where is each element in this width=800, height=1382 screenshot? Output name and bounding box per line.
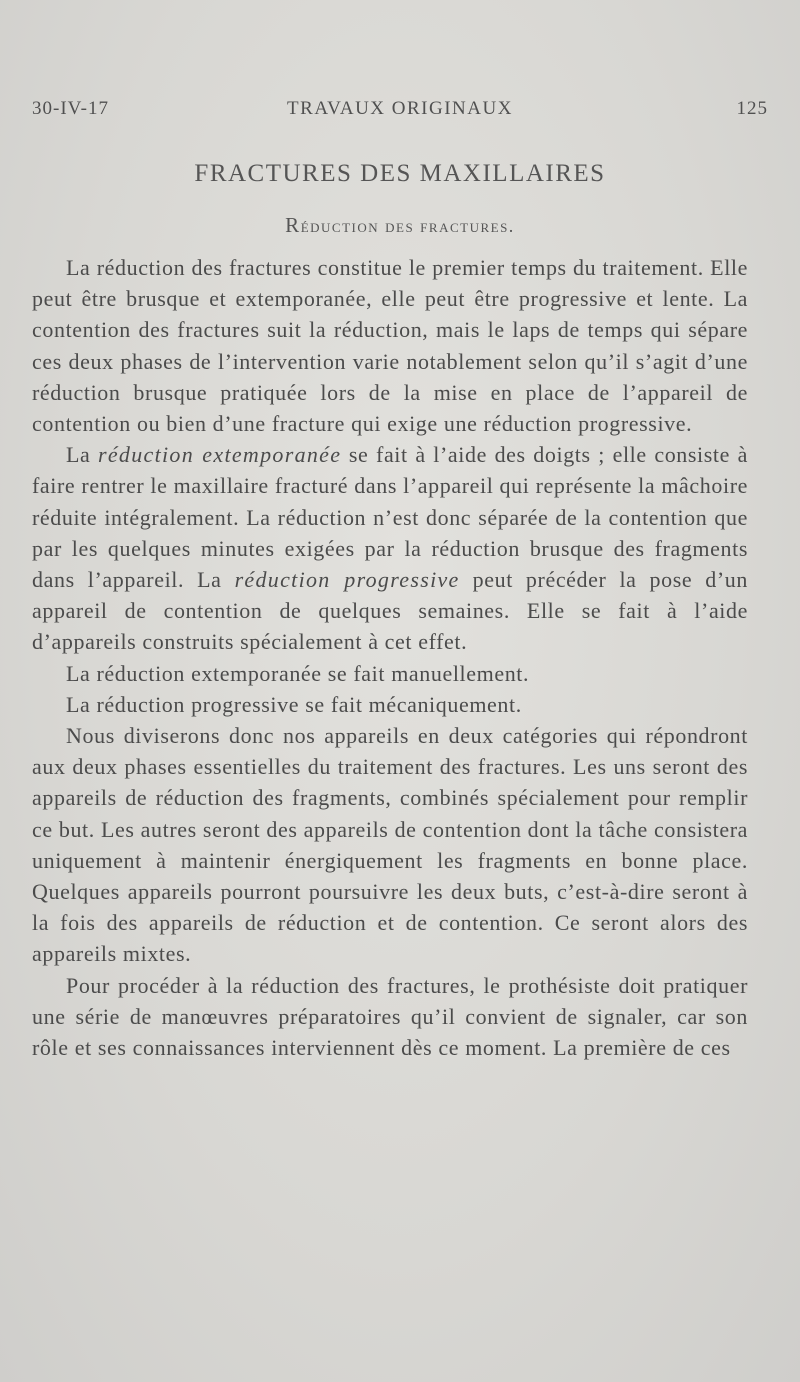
paragraph-3: La réduction extemporanée se fait manuellement. xyxy=(66,660,530,686)
p2-text-b: se fait à l’aide des doigts ; elle consiste à faire rentrer le maxillaire fracturé dans l’appareil qui représente la mâchoire réduite intégralement. La réduction n’est donc séparée de la contention que par les quelques minutes exigées par la réduction brusque des fragments dans l’appareil. La xyxy=(32,442,748,593)
issue-date: 30-IV-17 xyxy=(32,98,109,119)
article-title: FRACTURES DES MAXILLAIRES xyxy=(194,160,606,187)
paragraph-4: La réduction progressive se fait mécaniquement. xyxy=(66,691,522,717)
article-subtitle xyxy=(0,213,800,238)
p2-italic-progressive: réduction progressive xyxy=(234,567,460,593)
paragraph-6: Pour procéder à la réduction des fractures, le prothésiste doit pratiquer une série de manœuvres préparatoires qu’il convient de signaler, car son rôle et ses connaissances interviennent dès ce moment. La première de ces xyxy=(32,972,748,1061)
paragraph-5: Nous diviserons donc nos appareils en deux catégories qui répondront aux deux phases essentielles du traitement des fractures. Les uns seront des appareils de réduction des fragments, combinés spécialement pour remplir ce but. Les autres seront des appareils de contention dont la tâche consistera uniquement à maintenir énergiquement les fragments en bonne place. Quelques appareils pourront poursuivre les deux buts, c’est-à-dire seront à la fois des appareils de réduction et de contention. Ce seront alors des appareils mixtes. xyxy=(32,723,748,967)
p2-italic-extemporanee: réduction extemporanée xyxy=(98,442,342,468)
p2-text-c: peut précéder la pose d’un appareil de contention de quelques semaines. Elle se fait à l’aide d’appareils construits spécialement à cet effet. xyxy=(32,567,749,655)
paragraph-2 xyxy=(32,439,748,657)
running-head xyxy=(32,98,768,122)
page-number: 125 xyxy=(736,98,768,119)
subtitle-rest: éduction des fractures. xyxy=(300,216,515,236)
article-body xyxy=(32,252,748,1063)
p2-text-a: La xyxy=(66,442,98,468)
paragraph-1: La réduction des fractures constitue le premier temps du traitement. Elle peut être brusque et extemporanée, elle peut être progressive et lente. La contention des fractures suit la réduction, mais le laps de temps qui sépare ces deux phases de l’intervention varie notablement selon qu’il s’agit d’une réduction brusque pratiquée lors de la mise en place de l’appareil de contention ou bien d’une fracture qui exige une réduction progressive. xyxy=(32,255,748,437)
section-heading: TRAVAUX ORIGINAUX xyxy=(287,98,513,119)
subtitle-initial: R xyxy=(285,213,301,237)
